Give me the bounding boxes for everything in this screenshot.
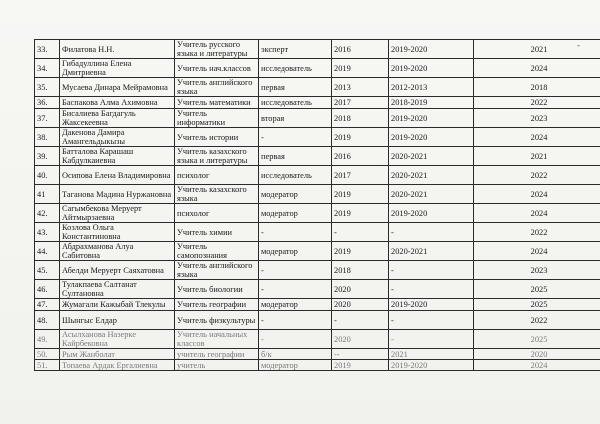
next-attestation-year: 2025 [474,299,600,311]
row-number: 33. [35,40,60,59]
attestation-year: 2018 [332,109,389,128]
next-attestation-year: 2022 [474,97,600,109]
attestation-year: 2016 [332,40,389,59]
attestation-year: -- [332,349,389,360]
table-row [35,330,600,349]
teacher-subject: психолог [175,166,259,185]
table-row [35,40,600,59]
attestation-period: 2012-2013 [389,78,474,97]
teacher-subject: Учитель английского языка [175,78,259,97]
row-number: 49. [35,330,60,349]
teacher-name: Баспакова Алма Ахимовна [60,97,175,109]
teacher-subject: Учитель биологии [175,280,259,299]
attestation-period: 2021 [389,349,474,360]
teacher-name: Бисалиева Багдагуль Жаксекеевна [60,109,175,128]
table-row [35,299,600,311]
qualification-category: модератор [259,185,332,204]
table-row [35,261,600,280]
table-row [35,97,600,109]
qualification-category: модератор [259,204,332,223]
qualification-category: первая [259,147,332,166]
teacher-name: Козлова Ольга Константиновна [60,223,175,242]
table-row [35,166,600,185]
teacher-name: Гибадуллина Елена Дмитриевна [60,59,175,78]
teacher-name: Шынгыс Елдар [60,311,175,330]
attestation-year: 2020 [332,299,389,311]
teacher-name: Рым Жанболат [60,349,175,360]
attestation-year: 2020 [332,330,389,349]
row-number: 44. [35,242,60,261]
teacher-name: Батталова Карашаш Кабдулкаиевна [60,147,175,166]
qualification-category: модератор [259,299,332,311]
row-number: 40. [35,166,60,185]
row-number: 41 [35,185,60,204]
attestation-year: 2019 [332,128,389,147]
attestation-period: 2019-2020 [389,59,474,78]
next-attestation-year: 2023 [474,109,600,128]
teacher-subject: Учитель информатики [175,109,259,128]
row-number: 43. [35,223,60,242]
teacher-subject: психолог [175,204,259,223]
teacher-subject: Учитель самопознания [175,242,259,261]
row-number: 35. [35,78,60,97]
attestation-period: - [389,223,474,242]
teacher-subject: Учитель английского языка [175,261,259,280]
teacher-name: Топаева Ардак Ергалиевна [60,360,175,371]
teacher-name: Филатова Н.Н. [60,40,175,59]
attestation-year: 2019 [332,185,389,204]
table-row [35,242,600,261]
attestation-year: 2017 [332,166,389,185]
qualification-category: - [259,223,332,242]
qualification-category: эксперт [259,40,332,59]
attestation-period: 2019-2020 [389,109,474,128]
table-row [35,109,600,128]
attestation-period: 2019-2020 [389,360,474,371]
teacher-subject: Учитель казахского языка и литературы [175,147,259,166]
teacher-name: Дакенова Дамира Амангельдыкызы [60,128,175,147]
table-row [35,360,600,371]
next-attestation-year: 2018 [474,78,600,97]
attestation-year: - [332,311,389,330]
attestation-period: 2020-2021 [389,166,474,185]
table-row [35,147,600,166]
attestation-year: - [332,223,389,242]
attestation-year: 2018 [332,261,389,280]
next-attestation-year: 2021 [474,147,600,166]
teacher-subject: Учитель истории [175,128,259,147]
attestation-year: 2020 [332,280,389,299]
next-attestation-year: 2022 [474,223,600,242]
table-row [35,78,600,97]
next-attestation-year: 2020 [474,349,600,360]
teacher-subject: Учитель казахского языка [175,185,259,204]
next-attestation-year: 2022 [474,311,600,330]
attestation-year: 2019 [332,204,389,223]
teacher-name: Асылханова Назерке Кайрбековна [60,330,175,349]
table-row [35,185,600,204]
next-attestation-year: 2022 [474,166,600,185]
qualification-category: б/к [259,349,332,360]
attestation-year: 2016 [332,147,389,166]
table-row [35,59,600,78]
teacher-name: Тулакпаева Салтанат Султановна [60,280,175,299]
qualification-category: исследователь [259,59,332,78]
row-number: 37. [35,109,60,128]
teacher-name: Осипова Елена Владимировна [60,166,175,185]
qualification-category: модератор [259,242,332,261]
attestation-year: 2019 [332,360,389,371]
teacher-name: Жумагали Кажыбай Тлекулы [60,299,175,311]
qualification-category: - [259,330,332,349]
row-number: 42. [35,204,60,223]
attestation-period: - [389,330,474,349]
qualification-category: - [259,128,332,147]
qualification-category: исследователь [259,97,332,109]
table-row [35,349,600,360]
row-number: 48. [35,311,60,330]
next-attestation-year: 2024 [474,360,600,371]
row-number: 38. [35,128,60,147]
next-attestation-year: 2023 [474,261,600,280]
next-attestation-year: 2024 [474,128,600,147]
table-body [35,40,600,371]
table-row [35,204,600,223]
qualification-category: - [259,280,332,299]
teacher-name: Сагымбекова Меруерт Айтмырзаевна [60,204,175,223]
next-attestation-year: 2025 [474,280,600,299]
qualification-category: первая [259,78,332,97]
teacher-subject: Учитель русского языка и литературы [175,40,259,59]
page-mark: - [577,40,580,50]
attestation-period: 2018-2019 [389,97,474,109]
row-number: 34. [35,59,60,78]
attestation-year: 2013 [332,78,389,97]
qualification-category: - [259,261,332,280]
table-row [35,223,600,242]
qualification-category: исследователь [259,166,332,185]
attestation-period: 2020-2021 [389,147,474,166]
qualification-category: модератор [259,360,332,371]
next-attestation-year: 2024 [474,242,600,261]
teacher-name: Таганова Мадина Нуржановна [60,185,175,204]
attestation-period: 2019-2020 [389,40,474,59]
next-attestation-year: 2024 [474,185,600,204]
staff-table [34,39,600,371]
teacher-subject: Учитель химии [175,223,259,242]
attestation-period: 2019-2020 [389,128,474,147]
attestation-period: - [389,280,474,299]
attestation-period: 2019-2020 [389,204,474,223]
attestation-period: - [389,261,474,280]
attestation-year: 2017 [332,97,389,109]
table-row [35,280,600,299]
teacher-name: Абдрахманова Алуа Сабитовна [60,242,175,261]
row-number: 45. [35,261,60,280]
teacher-name: Абелди Меруерт Саяхатовна [60,261,175,280]
teacher-subject: Учитель физкультуры [175,311,259,330]
table-row [35,311,600,330]
row-number: 46. [35,280,60,299]
table-row [35,128,600,147]
qualification-category: - [259,311,332,330]
teacher-subject: Учитель начальных классов [175,330,259,349]
row-number: 51. [35,360,60,371]
next-attestation-year: 2024 [474,59,600,78]
teacher-subject: Учитель нач.классов [175,59,259,78]
teacher-subject: Учитель географии [175,299,259,311]
attestation-period: 2020-2021 [389,185,474,204]
attestation-period: - [389,311,474,330]
row-number: 47. [35,299,60,311]
row-number: 39. [35,147,60,166]
attestation-year: 2019 [332,59,389,78]
teacher-subject: учитель [175,360,259,371]
qualification-category: вторая [259,109,332,128]
next-attestation-year: 2024 [474,204,600,223]
next-attestation-year: 2021 [474,40,600,59]
attestation-period: 2020-2021 [389,242,474,261]
teacher-name: Мусаева Динара Мейрамовна [60,78,175,97]
next-attestation-year: 2025 [474,330,600,349]
row-number: 36. [35,97,60,109]
attestation-year: 2019 [332,242,389,261]
teacher-subject: учитель географии [175,349,259,360]
teacher-subject: Учитель математики [175,97,259,109]
attestation-period: 2019-2020 [389,299,474,311]
row-number: 50. [35,349,60,360]
